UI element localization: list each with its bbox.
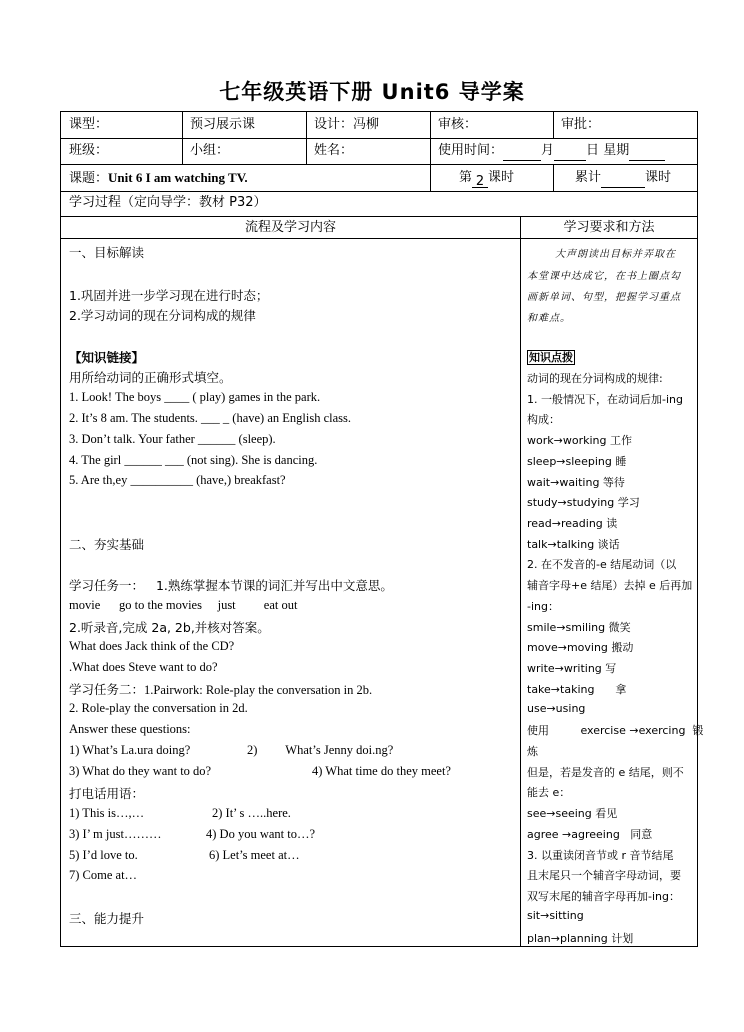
right-column-header: 学习要求和方法: [563, 220, 655, 235]
rule-intro: 动词的现在分词构成的规律:: [527, 372, 663, 385]
example: 使用 exercise →exercing 锻: [527, 724, 704, 737]
col-divider: [553, 164, 554, 191]
vocab-list: movie go to the movies just eat out: [69, 598, 298, 612]
example: wait→waiting 等待: [527, 476, 625, 489]
task-1-2: 2.听录音,完成 2a, 2b,并核对答案。: [69, 620, 270, 635]
row-divider: [61, 216, 697, 217]
phone-phrases-title: 打电话用语：: [69, 786, 145, 801]
method-note-4: 和难点。: [527, 313, 571, 324]
question-5: 5. Are th,ey __________ (have,) breakfast?: [69, 473, 286, 487]
example: plan→planning 计划: [527, 932, 634, 945]
col-divider: [553, 112, 554, 138]
question-1: 1. Look! The boys ____ ( play) games in the park.: [69, 390, 321, 404]
topic-title: Unit 6 I am watching TV.: [108, 170, 248, 185]
rule-3: 3. 以重读闭音节或 r 音节结尾: [527, 849, 674, 862]
rule-2-cont: 辅音字母+e 结尾）去掉 e 后再加: [527, 579, 693, 592]
class-label: 班级：: [69, 143, 109, 158]
phrase-3: 3) I’ m just………: [69, 827, 162, 841]
lesson-table: [60, 111, 704, 947]
approve-label: 审批：: [561, 117, 601, 132]
lesson-number: 第 2 课时: [459, 170, 515, 189]
example: 炼: [527, 745, 538, 758]
answer-q3: 3) What do they want to do?: [69, 764, 212, 778]
name-label: 姓名：: [314, 143, 354, 158]
answer-q1: 1) What’s La.ura doing?: [69, 743, 191, 757]
task-1: 学习任务一： 1.熟练掌握本节课的词汇并写出中文意思。: [69, 578, 393, 593]
knowledge-link-title: 【知识链接】: [69, 350, 145, 365]
knowledge-tip-title: 知识点拨: [529, 351, 573, 364]
example: talk→talking 谈话: [527, 538, 620, 551]
example: move→moving 搬动: [527, 641, 634, 654]
page-title: 七年级英语下册 Unit6 导学案: [219, 80, 525, 104]
rule-2: 2. 在不发音的-e 结尾动词（以: [527, 558, 677, 571]
section-goal: 一、目标解读: [69, 245, 145, 260]
example: sit→sitting: [527, 909, 584, 922]
method-note-2: 本堂课中达成它，在书上圈点勾: [527, 271, 681, 282]
listening-question-1: What does Jack think of the CD?: [69, 639, 235, 653]
example: agree →agreeing 同意: [527, 828, 653, 841]
rule-1-cont: 构成：: [527, 413, 560, 426]
task-2-2: 2. Role-play the conversation in 2d.: [69, 701, 248, 715]
left-column-header: 流程及学习内容: [244, 220, 336, 235]
row-divider: [61, 138, 697, 139]
task-2: 学习任务二：1.Pairwork: Role-play the conversation in 2b.: [69, 682, 373, 697]
answer-q4: 4) What time do they meet?: [312, 764, 451, 778]
question-2: 2. It’s 8 am. The students. ___ _ (have) an English class.: [69, 411, 352, 425]
question-4: 4. The girl ______ ___ (not sing). She is dancing.: [69, 453, 318, 467]
course-type-value: 预习展示课: [190, 117, 256, 132]
phrase-4: 4) Do you want to…?: [206, 827, 316, 841]
example: use→using: [527, 702, 586, 715]
answer-heading: Answer these questions:: [69, 722, 191, 736]
rule-1: 1. 一般情况下，在动词后加-ing: [527, 393, 683, 406]
example: work→working 工作: [527, 434, 632, 447]
example: study→studying 学习: [527, 496, 640, 509]
use-time-label: 使用时间：: [438, 143, 504, 158]
method-note-3: 画新单词、句型，把握学习重点: [527, 292, 681, 303]
rule-2-exception: 但是，若是发音的 e 结尾，则不: [527, 766, 684, 779]
total-lessons: 累计 课时: [575, 168, 671, 188]
week-label: 星期: [603, 143, 630, 158]
row-divider: [61, 238, 697, 239]
row-divider: [61, 164, 697, 165]
example: see→seeing 看见: [527, 807, 618, 820]
answer-q2: 2) What’s Jenny doi.ng?: [247, 743, 394, 757]
listening-question-2: .What does Steve want to do?: [69, 660, 218, 674]
phrase-5: 5) I’d love to.: [69, 848, 138, 862]
knowledge-link-instruction: 用所给动词的正确形式填空。: [69, 370, 232, 385]
goal-1: 1.巩固并进一步学习现在进行时态；: [69, 288, 269, 303]
phrase-7: 7) Come at…: [69, 868, 138, 882]
phrase-2: 2) It’ s …..here.: [212, 806, 291, 820]
col-divider: [520, 216, 521, 946]
day-label: 日: [586, 143, 600, 158]
phrase-6: 6) Let’s meet at…: [209, 848, 300, 862]
section-improve: 三、能力提升: [69, 911, 145, 926]
course-type-label: 课型：: [69, 117, 109, 132]
process-guide: 学习过程（定向导学：教材 P32）: [69, 195, 267, 210]
phrase-1: 1) This is…,…: [69, 806, 145, 820]
col-divider: [306, 112, 307, 164]
use-time: [438, 141, 665, 161]
rule-3-cont: 且末尾只一个辅音字母动词，要: [527, 869, 681, 882]
row-divider: [61, 191, 697, 192]
col-divider: [430, 164, 431, 191]
example: read→reading 读: [527, 517, 618, 530]
rule-2-exception-cont: 能去 e：: [527, 786, 571, 799]
review-label: 审核：: [438, 117, 478, 132]
month-label: 月: [541, 143, 555, 158]
rule-3-cont: 双写末尾的辅音字母再加-ing：: [527, 890, 680, 903]
col-divider: [430, 112, 431, 164]
example: take→taking 拿: [527, 683, 627, 696]
goal-2: 2.学习动词的现在分词构成的规律: [69, 308, 256, 323]
rule-2-cont: -ing：: [527, 600, 559, 613]
example: smile→smiling 微笑: [527, 621, 631, 634]
section-basics: 二、夯实基础: [69, 537, 145, 552]
col-divider: [182, 112, 183, 164]
example: write→writing 写: [527, 662, 617, 675]
method-note-1: 大声朗读出目标并弄取在: [555, 249, 676, 260]
topic: [69, 168, 248, 189]
group-label: 小组：: [190, 143, 230, 158]
topic-label: 课题：: [69, 171, 109, 186]
question-3: 3. Don’t talk. Your father ______ (sleep).: [69, 432, 276, 446]
designer: 设计：冯柳: [314, 117, 380, 132]
example: sleep→sleeping 睡: [527, 455, 627, 468]
